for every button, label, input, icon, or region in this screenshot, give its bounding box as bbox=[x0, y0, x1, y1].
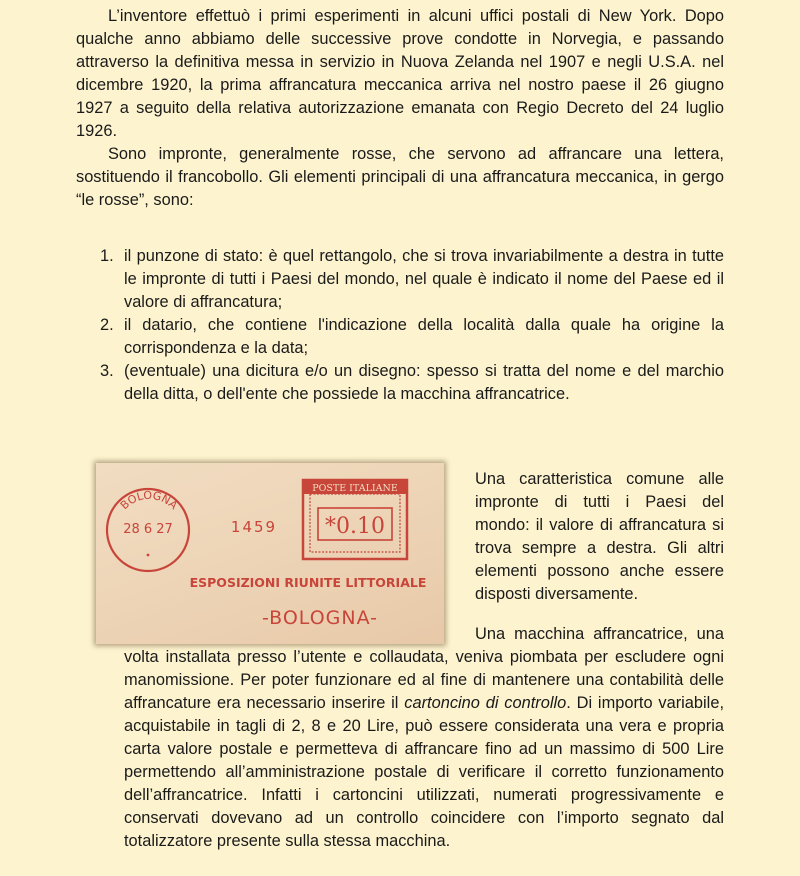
meter-stamp-image bbox=[96, 463, 444, 644]
slogan-city: -BOLOGNA- bbox=[261, 607, 379, 629]
paragraph-definition: Sono impronte, generalmente rosse, che servono ad affrancare una lettera, sostituendo il francobollo. Gli elementi principali di una affrancatura meccanica, in gergo “le rosse”, sono: bbox=[76, 145, 724, 209]
stamp-caption-text bbox=[475, 468, 724, 606]
paragraph-history: L’inventore effettuò i primi esperimenti in alcuni uffici postali di New York. Dopo qualche anno abbiamo delle successive prove condotte in Norvegia, e passando attraverso la definitiva messa in servizio in Nuova Zelanda nel 1907 e negli U.S.A. nel dicembre 1920, la prima affrancatura meccanica arriva nel nostro paese il 26 giugno 1927 a seguito della relativa autorizzazione emanata con Regio Decreto del 24 luglio 1926. bbox=[76, 7, 724, 140]
list-item bbox=[76, 245, 724, 314]
list-number: 1. bbox=[100, 247, 114, 265]
slogan-line: ESPOSIZIONI RIUNITE LITTORIALE bbox=[189, 575, 427, 590]
intro-section bbox=[76, 5, 724, 212]
list-number: 2. bbox=[100, 316, 114, 334]
list-text: il punzone di stato: è quel rettangolo, che si trova invariabilmente a destra in tutte le impronte di tutti i Paesi del mondo, nel quale è indicato il nome del Paese ed il valore di affrancatura; bbox=[124, 247, 724, 311]
postmark-city: BOLOGNA bbox=[117, 488, 181, 513]
meter-number: 1459 bbox=[230, 518, 278, 536]
closing-tail: . Di importo variabile, acquistabile in tagli di 2, 8 e 20 Lire, può essere considerata una vera e propria carta valore postale e permetteva di affrancare fino ad un massimo di 500 Lire permettendo all’amministrazione postale di verificare il corretto funzionamento dell’affrancatrice. Infatti i cartoncini utilizzati, numerati progressivamente e conservati dovevano ad un controllo coincidere con l’importo segnato dal totalizzatore presente sulla stessa macchina. bbox=[124, 694, 724, 850]
paragraph-meter-machine bbox=[124, 623, 724, 853]
punch-country: POSTE ITALIANE bbox=[312, 483, 398, 494]
list-item bbox=[76, 314, 724, 360]
meter-stamp-drawing bbox=[96, 463, 444, 644]
list-number: 3. bbox=[100, 362, 114, 380]
closing-section bbox=[124, 623, 724, 853]
postmark-date: 28 6 27 bbox=[123, 522, 173, 537]
paragraph-common-feature: Una caratteristica comune alle impronte di tutti i Paesi del mondo: il valore di affrancatura si trova sempre a destra. Gli altri elementi possono anche essere disposti diversamente. bbox=[475, 470, 724, 603]
list-item bbox=[76, 360, 724, 406]
punch-value: *0.10 bbox=[325, 514, 385, 539]
elements-list bbox=[76, 245, 724, 406]
postmark-dot bbox=[147, 554, 150, 557]
list-text: il datario, che contiene l'indicazione della località dalla quale ha origine la corrispondenza e la data; bbox=[124, 316, 724, 357]
list-text: (eventuale) una dicitura e/o un disegno: spesso si tratta del nome e del marchio della ditta, o dell'ente che possiede la macchina affrancatrice. bbox=[124, 362, 724, 403]
closing-lead: Una macchina affrancatrice, una volta installata presso l’utente e collaudata, veniva piombata per escludere ogni manomissione. Per poter funzionare ed al fine di mantenere una contabilità delle affrancature era necessario inserire il bbox=[124, 625, 724, 712]
closing-italic-term: cartoncino di controllo bbox=[404, 694, 567, 712]
